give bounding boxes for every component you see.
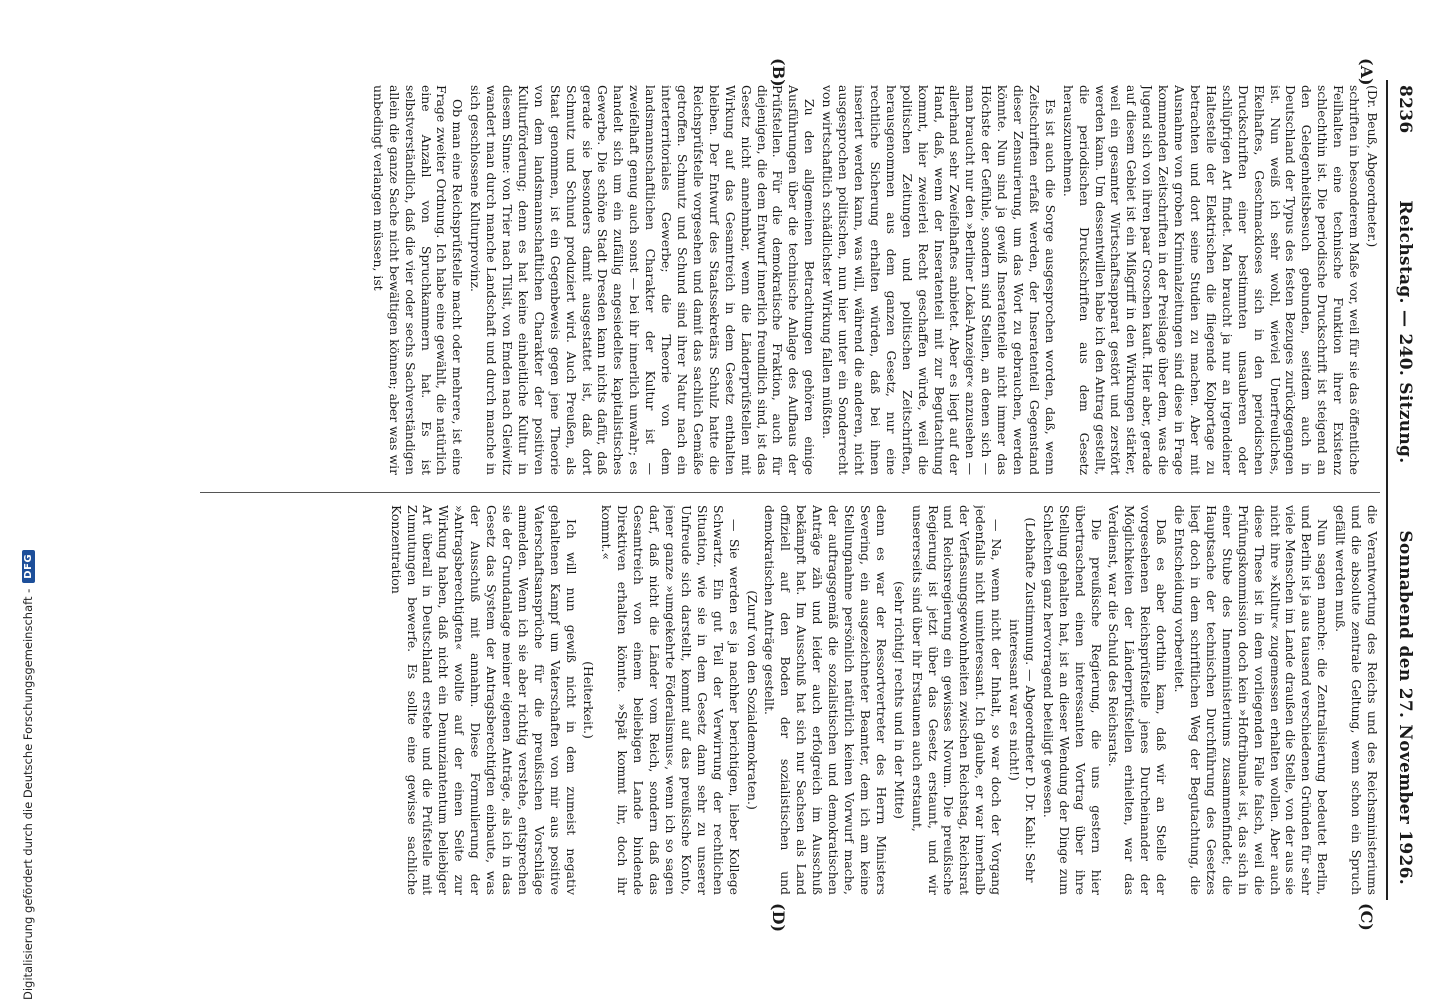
right-column [190,505,1380,895]
running-head-center: Reichstag. — 240. Sitzung. [1395,200,1415,464]
funding-text: Digitalisierung gefördert durch die Deutsche Forschungsgemeinschaft - [21,588,35,1000]
paragraph: Ob man eine Reichsprüfstelle macht oder mehrere, ist eine Frage zweiter Ordnung. Ich habe eine gewählt, die natürlich eine Anzahl von Spruchkammern hat. Es ist selbstverständlich, daß die vier oder sechs Sachverständigen allein die ganze Sache nicht bewältigen können; aber was wir unbedingt verlangen müssen, ist [370,85,466,475]
paragraph: die Verantwortung des Reichs und des Reichsministeriums und die absolute zentrale Geltung, wenn schon ein Spruch gefällt werden muß. [1333,505,1380,895]
paragraph: — Sie werden es ja nachher berichtigen, lieber Kollege Schwartz. Ein gut Teil der Verwirrung der rechtlichen Situation, wie sie in dem Gesetz dann sehr zu unserer Unfreude sich darstellt, kommt auf das preußische Konto, jener ganze »umgekehrte Föderalismus«, wenn ich so sagen darf, daß nicht die Länder vom Reich, sondern daß das Gesamtreich von einem beliebigen Lande bindende Direktiven erhalten könnte. »Spät kommt ihr, doch ihr kommt.« [599,505,742,895]
paragraph: Es ist auch die Sorge ausgesprochen worden, daß, wenn Zeitschriften erfaßt werden, der Inseratenteil Gegenstand dieser Zensurierung, um das Wort zu gebrauchen, werden könnte. Nun sind ja gewiß Inseratenteile nicht immer das Höchste der Gefühle, sondern sind Stellen, an denen sich — man braucht nur den »Berliner Lokal-Anzeiger« anzusehen — allerhand sehr Zweifelhaftes anbietet. Aber es liegt auf der Hand, daß, wenn der Inseratenteil mit zur Begutachtung kommt, hier zweierlei Recht geschaffen würde, weil die politischen Zeitungen und politischen Zeitschriften, herausgenommen aus dem ganzen Gesetz, nur eine rechtliche Sicherung erhalten würden, daß bei ihnen inseriert werden kann, was will, während die anderen, nicht ausgesprochen politischen, nun hier unter ein Sonderrecht von wirtschaftlich schädlichster Wirkung fallen müßten. [820,85,1058,475]
paragraph: denn es war der Ressortvertreter des Herrn Ministers Severing, ein ausgezeichneter Beamter, dem ich am keine Stellungnahme persönlich natürlich keinen Vorwurf mache, der auftragsgemäß die sozialistischen und demokratischen Anträge zäh und leider auch erfolgreich im Ausschuß bekämpft hat. Im Ausschuß hat sich nur Sachsen als Land offiziell auf den Boden der sozialistischen und demokratischen Anträge gestellt. [762,505,889,895]
paragraph: Die preußische Regierung, die uns gestern hier übertraschend einen interessanten Vortrag über ihre Stellung gehalten hat, ist an dieser Wendung der Dinge zum Schlechten ganz hervorragend beteiligt gewesen. [1040,505,1104,895]
interjection: (Heiterkeit.) [581,661,597,739]
page-content-rotated [108,0,1434,1000]
interjection: (sehr richtig! rechts und in der Mitte) [891,580,907,820]
interjection: (Lebhafte Zustimmung. — Abgeordneter D. Dr. Kahl: Sehr interessant war es nicht!) [1007,517,1038,883]
paragraph: — Na, wenn nicht der Inhalt, so war doch der Vorgang jedenfalls nicht uninteressant. Ich glaube, er war innerhalb der Verfassungsgewohnheiten zwischen Reichstag, Reichsrat und Reichsregierung ein gewisses Novum. Die preußische Regierung ist jetzt über das Gesetz erstaunt, und wir unsererseits sind über ihr Erstaunen auch erstaunt, [909,505,1005,895]
paragraph: Nun sagen manche: die Zentralisierung bedeutet Berlin, und Berlin ist ja aus tausend verschiedenen Gründen für sehr viele Menschen im Lande draußen die Stelle, von der aus sie nicht ihre »Kultur« zugemessen erhalten wollen. Aber auch diese These ist in dem vorliegenden Falle falsch, weil die Prüfungskommission doch kein »Hoftribunal« ist, das sich in einer Stube des Innenministeriums zusammenfindet; die Hauptsache der technischen Durchführung des Gesetzes liegt doch in dem schriftlichen Weg der Begutachtung, die die Entscheidung vorbereitet. [1172,505,1331,895]
column-rule [200,492,1380,493]
paragraph: Daß es aber dorthin kam, daß wir an Stelle der vorgesehenen Reichsprüfstelle jenes Durcheinander der Möglichkeiten der Länderprüfstellen erhielten, war das Verdienst, war die Schuld des Reichsrats. [1106,505,1170,895]
margin-mark-b: (B) [769,58,788,87]
speaker-line: (Dr. Beuß, Abgeordneter.) [1365,85,1380,248]
running-head [1392,85,1418,885]
running-head-date: Sonnabend den 27. November 1926. [1395,530,1415,885]
paragraph: Ich will nun gewiß nicht in dem zumeist negativ gehaltenen Kampf um Vaterschaften von mir aus positive Vaterschaftsansprüche für die preußischen Vorschläge anmelden. Wenn ich sie aber richtig verstehe, entsprechen sie der Grundanlage meiner eigenen Anträge, als ich in das Gesetz das System der Antragsberechtigten einbaute, was der Ausschuß mit annahm. Diese Formulierung der »Antragsberechtigten« wollte auf der einen Seite zur Wirkung haben, daß nicht ein Denunziantentum beliebiger Art überall in Deutschland erstehe und die Prüfstelle mit Zumutungen bewerfe. Es sollte eine gewisse sachliche Konzentration [388,505,579,895]
margin-mark-d: (D) [769,903,788,933]
paragraph: Zu den allgemeinen Betrachtungen gehören einige Ausführungen über die technische Anlage des Aufbaus der Prüfstellen. Für die demokratische Fraktion, auch für diejenigen, die dem Entwurf innerlich freundlich sind, ist das Gesetz nicht annehmbar, wenn die Länderprüfstellen mit Wirkung auf das Gesamtreich in dem Gesetz enthalten bleiben. Der Entwurf des Staatssekretärs Schulz hatte die Reichsprüfstelle vorgesehen und damit das sachlich Gemäße getroffen. Schmutz und Schund sind ihrer Natur nach ein interterritoriales Gewerbe; die Theorie von dem landsmannschaftlichen Charakter der Kultur ist — zweifelhaft genug auch sonst — bei ihr innerlich unwahr; es handelt sich um ein zufällig angesiedeltes kapitalistisches Gewerbe. Die schöne Stadt Dresden kann nichts dafür, daß gerade sie besonders damit ausgestattet ist, daß dort Schmutz und Schund produziert wird. Auch Preußen, als Staat genommen, ist ein Gegenbeweis gegen jene Theorie von dem landsmannschaftlichen Charakter der positiven Kulturförderung; denn es hat keine einheitliche Kultur in diesem Sinne: von Trier nach Tilsit, von Emden nach Gleiwitz wandert man durch manche Landschaft und durch manche in sich geschlossene Kulturprovinz. [468,85,818,475]
margin-mark-a: (A) [1357,58,1376,86]
scanned-page [108,0,1434,1000]
footer-strip [0,0,35,1000]
left-column [190,85,1380,475]
interjection: (Zuruf von den Sozialdemokraten.) [744,590,760,810]
dfg-logo: DFG [22,550,35,583]
head-rule [1386,80,1388,900]
page-number: 8236 [1395,85,1415,134]
funding-note [18,0,38,1000]
margin-mark-c: (C) [1357,903,1376,931]
paragraph: schriften in besonderem Maße vor, weil für sie das öffentliche Feilhalten eine technische Funktion ihrer Existenz schlechthin ist. Die periodische Druckschrift ist steigend an den Gelegenheitsbesuch gebunden, seitdem auch in Deutschland der Typus des festen Bezuges zurückgegangen ist. Nun weiß ich sehr wohl, wieviel Unerfreuliches, Ekelhaftes, Geschmackloses sich in den periodischen Druckschriften einer bestimmten unsauberen oder schlüpfrigen Art findet. Man braucht ja nur an irgendeiner Haltestelle der Elektrischen die fliegende Kolportage zu betrachten und dort seine Studien zu machen. Aber mit Ausnahme von groben Kriminalzeitungen sind diese in Frage kommenden Zeitschriften in der Preislage über dem, was die Jugend sich von ihren paar Groschen kauft. Hier aber, gerade auf diesem Gebiet ist ein Mißgriff in den Wirkungen stärker, weil ein gesamter Wirtschaftsapparat gestört und zerstört werden kann. Um dessentwillen habe ich den Antrag gestellt, die periodischen Druckschriften aus dem Gesetz herauszunehmen. [1060,85,1363,475]
